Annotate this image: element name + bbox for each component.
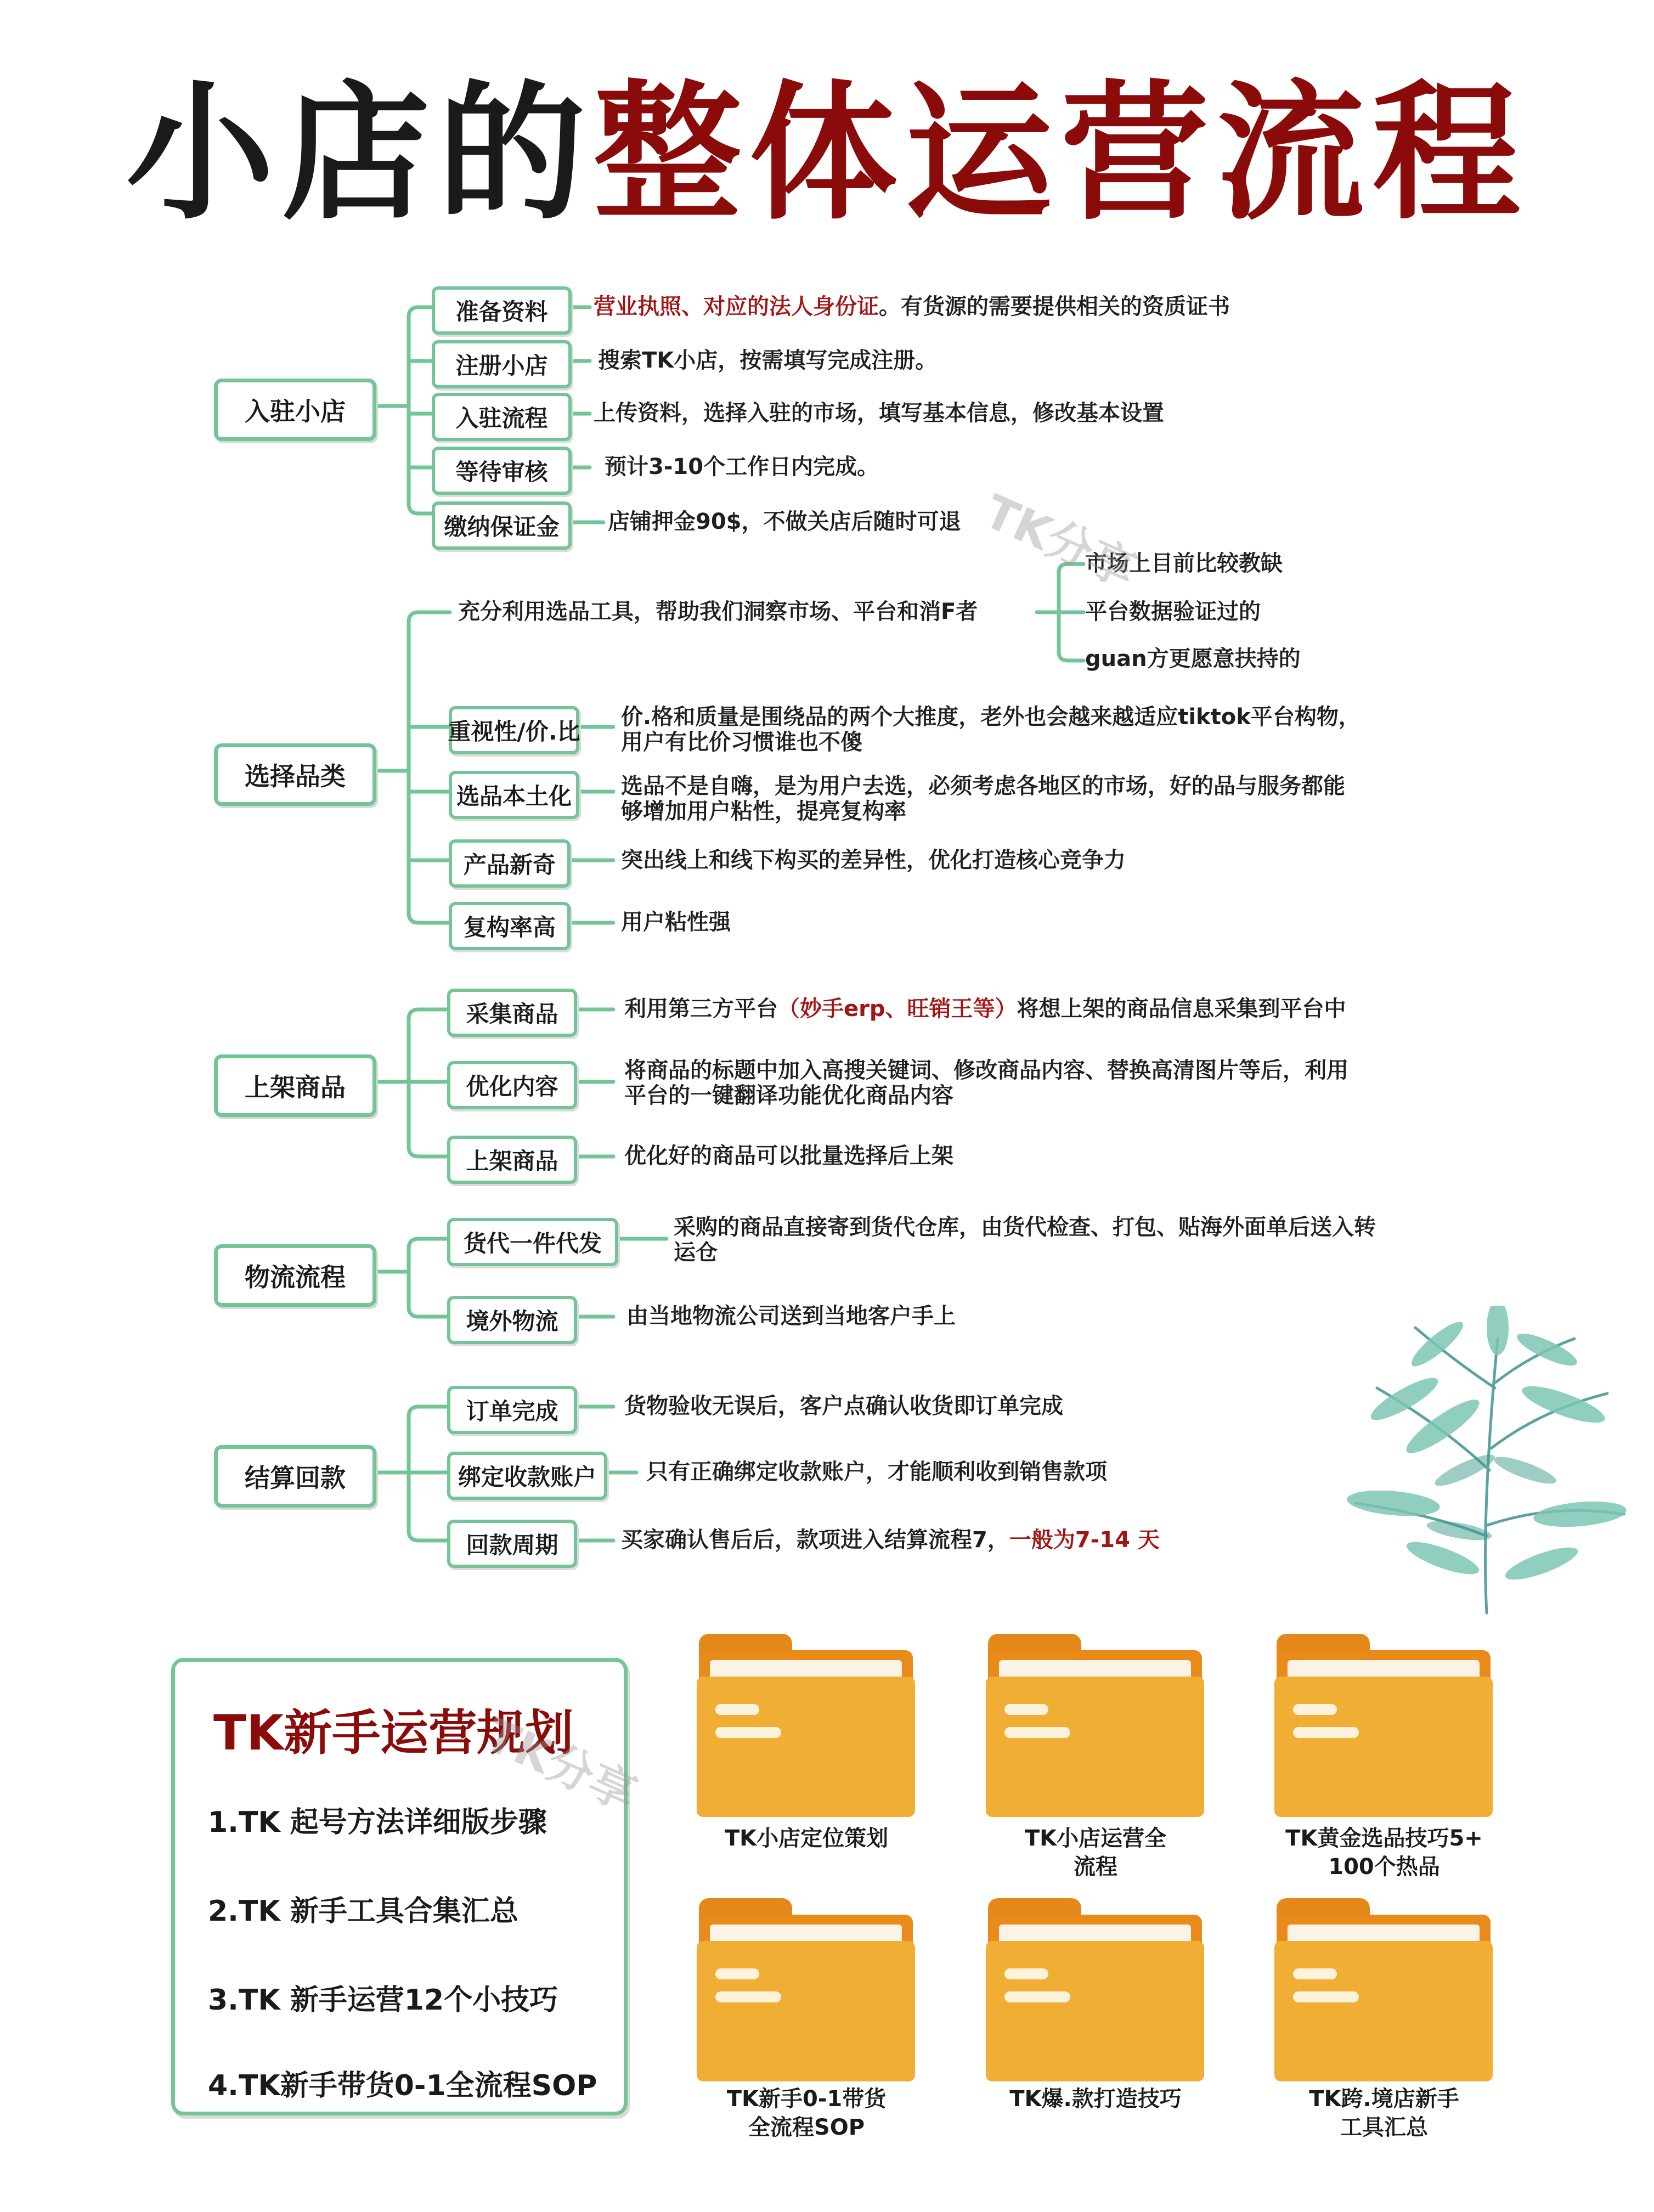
sub-label: 订单完成 xyxy=(466,1398,558,1425)
fern-decoration xyxy=(1333,1306,1640,1624)
sub-dropshipping-agent xyxy=(447,1218,618,1266)
sub-pay-deposit xyxy=(432,501,572,550)
desc-repurchase-rate xyxy=(621,910,1444,935)
sub-label: 缴纳保证金 xyxy=(444,514,560,540)
desc-line-1: 只有正确绑定收款账户，才能顺利收到销售款项 xyxy=(646,1459,1107,1485)
sub-label: 复构率高 xyxy=(463,914,556,941)
folder-icon[interactable] xyxy=(986,1898,1204,2081)
selection-tool-line: 充分利用选品工具，帮助我们洞察市场、平台和消F者 xyxy=(458,599,978,624)
desc-highlight: （妙手erp、旺销王等） xyxy=(778,996,1017,1022)
desc-line-1: 将商品的标题中加入高搜关键词、修改商品内容、替换高清图片等后，利用 xyxy=(624,1058,1348,1083)
desc-text: 将想上架的商品信息采集到平台中 xyxy=(1017,996,1346,1022)
desc-line-1: 采购的商品直接寄到货代仓库，由货代检查、打包、贴海外面单后送入转 xyxy=(674,1215,1376,1240)
folder-label[interactable] xyxy=(953,1824,1238,1881)
desc-text: 利用第三方平台 xyxy=(624,996,778,1022)
folder-icon[interactable] xyxy=(986,1634,1204,1817)
desc-line-2: 运仓 xyxy=(674,1240,718,1265)
sub-await-review xyxy=(432,447,572,495)
watermark: TK分享 xyxy=(976,484,1144,599)
tool-branch-2: 平台数据验证过的 xyxy=(1085,599,1261,624)
sub-localization xyxy=(449,771,579,819)
sub-label: 产品新奇 xyxy=(463,851,556,878)
sub-optimize-content xyxy=(447,1061,577,1109)
sub-label: 货代一件代发 xyxy=(463,1230,602,1257)
desc-line-1: 选品不是自嗨，是为用户去选，必须考虑各地区的市场，好的品与服务都能 xyxy=(621,774,1345,799)
folder-label-line-1: TK小店运营全 xyxy=(1024,1826,1167,1851)
plan-item: 1.TK 起号方法详细版步骤 xyxy=(208,1806,547,1839)
desc-line-1: 货物验收无误后，客户点确认收货即订单完成 xyxy=(624,1393,1063,1419)
category-label: 上架商品 xyxy=(245,1073,346,1102)
desc-onboarding-flow: 上传资料，选择入驻的市场，填写基本信息，修改基本设置 xyxy=(594,400,1164,426)
sub-label: 优化内容 xyxy=(466,1073,558,1100)
desc-line-2: 够增加用户粘性，提亮复构率 xyxy=(621,799,906,824)
desc-highlight: 一般为7-14 天 xyxy=(1009,1527,1160,1553)
category-logistics xyxy=(214,1244,376,1307)
sub-label: 选品本土化 xyxy=(456,783,572,810)
folder-label[interactable] xyxy=(664,2085,949,2142)
desc-highlight: 营业执照、对应的法人身份证 xyxy=(594,294,879,319)
sub-label: 注册小店 xyxy=(455,352,548,379)
plan-item: 3.TK 新手运营12个小技巧 xyxy=(208,1984,558,2017)
sub-register-shop xyxy=(432,340,572,388)
sub-label: 回款周期 xyxy=(466,1532,558,1559)
sub-order-complete xyxy=(447,1386,577,1434)
category-settle-in xyxy=(214,379,376,441)
sub-repurchase-rate xyxy=(449,902,571,950)
desc-product-novelty xyxy=(621,848,1444,873)
sub-label: 入驻流程 xyxy=(455,405,548,432)
folder-label-line-1: TK爆.款打造技巧 xyxy=(1009,2086,1182,2112)
folder-label[interactable] xyxy=(953,2085,1238,2113)
sub-label: 境外物流 xyxy=(466,1308,558,1335)
folder-label-line-2: 全流程SOP xyxy=(748,2115,865,2140)
sub-label: 采集商品 xyxy=(466,1001,558,1028)
sub-label: 绑定收款账户 xyxy=(458,1464,596,1491)
folder-label-line-1: TK黄金选品技巧5+ xyxy=(1285,1826,1483,1851)
plan-item: 2.TK 新手工具合集汇总 xyxy=(208,1895,518,1928)
category-label: 选择品类 xyxy=(245,761,346,791)
plan-item: 4.TK新手带货0-1全流程SOP xyxy=(208,2069,597,2102)
desc-line-1: 价.格和质量是围绕品的两个大推度，老外也会越来越适应tiktok平台构物， xyxy=(621,704,1361,730)
folder-label-line-2: 工具汇总 xyxy=(1340,2115,1428,2140)
desc-value-for-money xyxy=(621,704,1471,755)
desc-collect-products xyxy=(624,996,1502,1022)
watermark: TK分享 xyxy=(477,1707,645,1822)
folder-label-line-2: 流程 xyxy=(1074,1854,1117,1880)
desc-text: 。有货源的需要提供相关的资质证书 xyxy=(879,294,1230,319)
desc-pay-deposit: 店铺押金90$，不做关店后随时可退 xyxy=(608,509,961,534)
sub-value-for-money xyxy=(449,706,579,754)
desc-await-review: 预计3-10个工作日内完成。 xyxy=(605,454,879,479)
category-label: 入驻小店 xyxy=(245,397,346,426)
title-red: 整体运营流程 xyxy=(593,67,1528,240)
desc-register-shop: 搜索TK小店，按需填写完成注册。 xyxy=(598,348,938,373)
category-list-products xyxy=(214,1054,376,1117)
desc-dropshipping-agent xyxy=(674,1215,1529,1265)
sub-overseas-logistics xyxy=(447,1296,577,1344)
sub-publish-products xyxy=(447,1136,577,1184)
folder-label[interactable] xyxy=(1241,1824,1527,1881)
folder-icon[interactable] xyxy=(697,1898,915,2081)
desc-line-1: 突出线上和线下构买的差异性，优化打造核心竞争力 xyxy=(621,848,1126,873)
category-label: 物流流程 xyxy=(245,1262,346,1292)
desc-optimize-content xyxy=(624,1058,1480,1108)
sub-label: 准备资料 xyxy=(455,298,548,325)
plan-title: TK新手运营规划 xyxy=(213,1705,574,1761)
sub-product-novelty xyxy=(449,839,571,888)
folder-icon[interactable] xyxy=(697,1634,915,1817)
sub-prepare-docs xyxy=(432,286,572,335)
desc-line-1: 由当地物流公司送到当地客户手上 xyxy=(626,1304,956,1329)
folder-label-line-1: TK跨.境店新手 xyxy=(1309,2086,1459,2112)
sub-label: 等待审核 xyxy=(455,459,548,486)
desc-publish-products xyxy=(624,1143,1447,1169)
desc-overseas-logistics xyxy=(626,1304,1449,1329)
folder-label[interactable] xyxy=(1241,2085,1527,2142)
folder-label-line-1: TK新手0-1带货 xyxy=(726,2086,887,2112)
folder-icon[interactable] xyxy=(1274,1634,1493,1817)
title-black: 小店的 xyxy=(126,67,594,240)
sub-label: 重视性/价.比 xyxy=(448,718,580,745)
tool-branch-3: guan方更愿意扶持的 xyxy=(1085,646,1301,672)
sub-label: 上架商品 xyxy=(466,1148,558,1175)
category-select-category xyxy=(214,743,376,806)
category-label: 结算回款 xyxy=(245,1463,346,1493)
sub-bind-account xyxy=(447,1452,607,1500)
folder-label-line-2: 100个热品 xyxy=(1328,1854,1440,1880)
folder-label-line-1: TK小店定位策划 xyxy=(724,1826,889,1851)
desc-text: 买家确认售后后，款项进入结算流程7， xyxy=(621,1527,1009,1553)
tool-branch-1: 市场上目前比较教缺 xyxy=(1085,551,1283,576)
sub-collect-products xyxy=(447,989,577,1037)
desc-line-1: 优化好的商品可以批量选择后上架 xyxy=(624,1143,953,1169)
desc-line-2: 平台的一键翻译功能优化商品内容 xyxy=(624,1083,953,1108)
sub-onboarding-flow xyxy=(432,393,572,441)
desc-line-1: 用户粘性强 xyxy=(621,910,731,935)
sub-payout-cycle xyxy=(447,1520,577,1568)
folder-label[interactable] xyxy=(664,1824,949,1853)
category-settlement xyxy=(214,1445,376,1508)
desc-line-2: 用户有比价习惯谁也不傻 xyxy=(621,730,862,755)
desc-order-complete xyxy=(624,1393,1447,1419)
folder-icon[interactable] xyxy=(1274,1898,1493,2081)
desc-localization xyxy=(621,774,1471,824)
desc-prepare-docs xyxy=(594,294,1471,319)
